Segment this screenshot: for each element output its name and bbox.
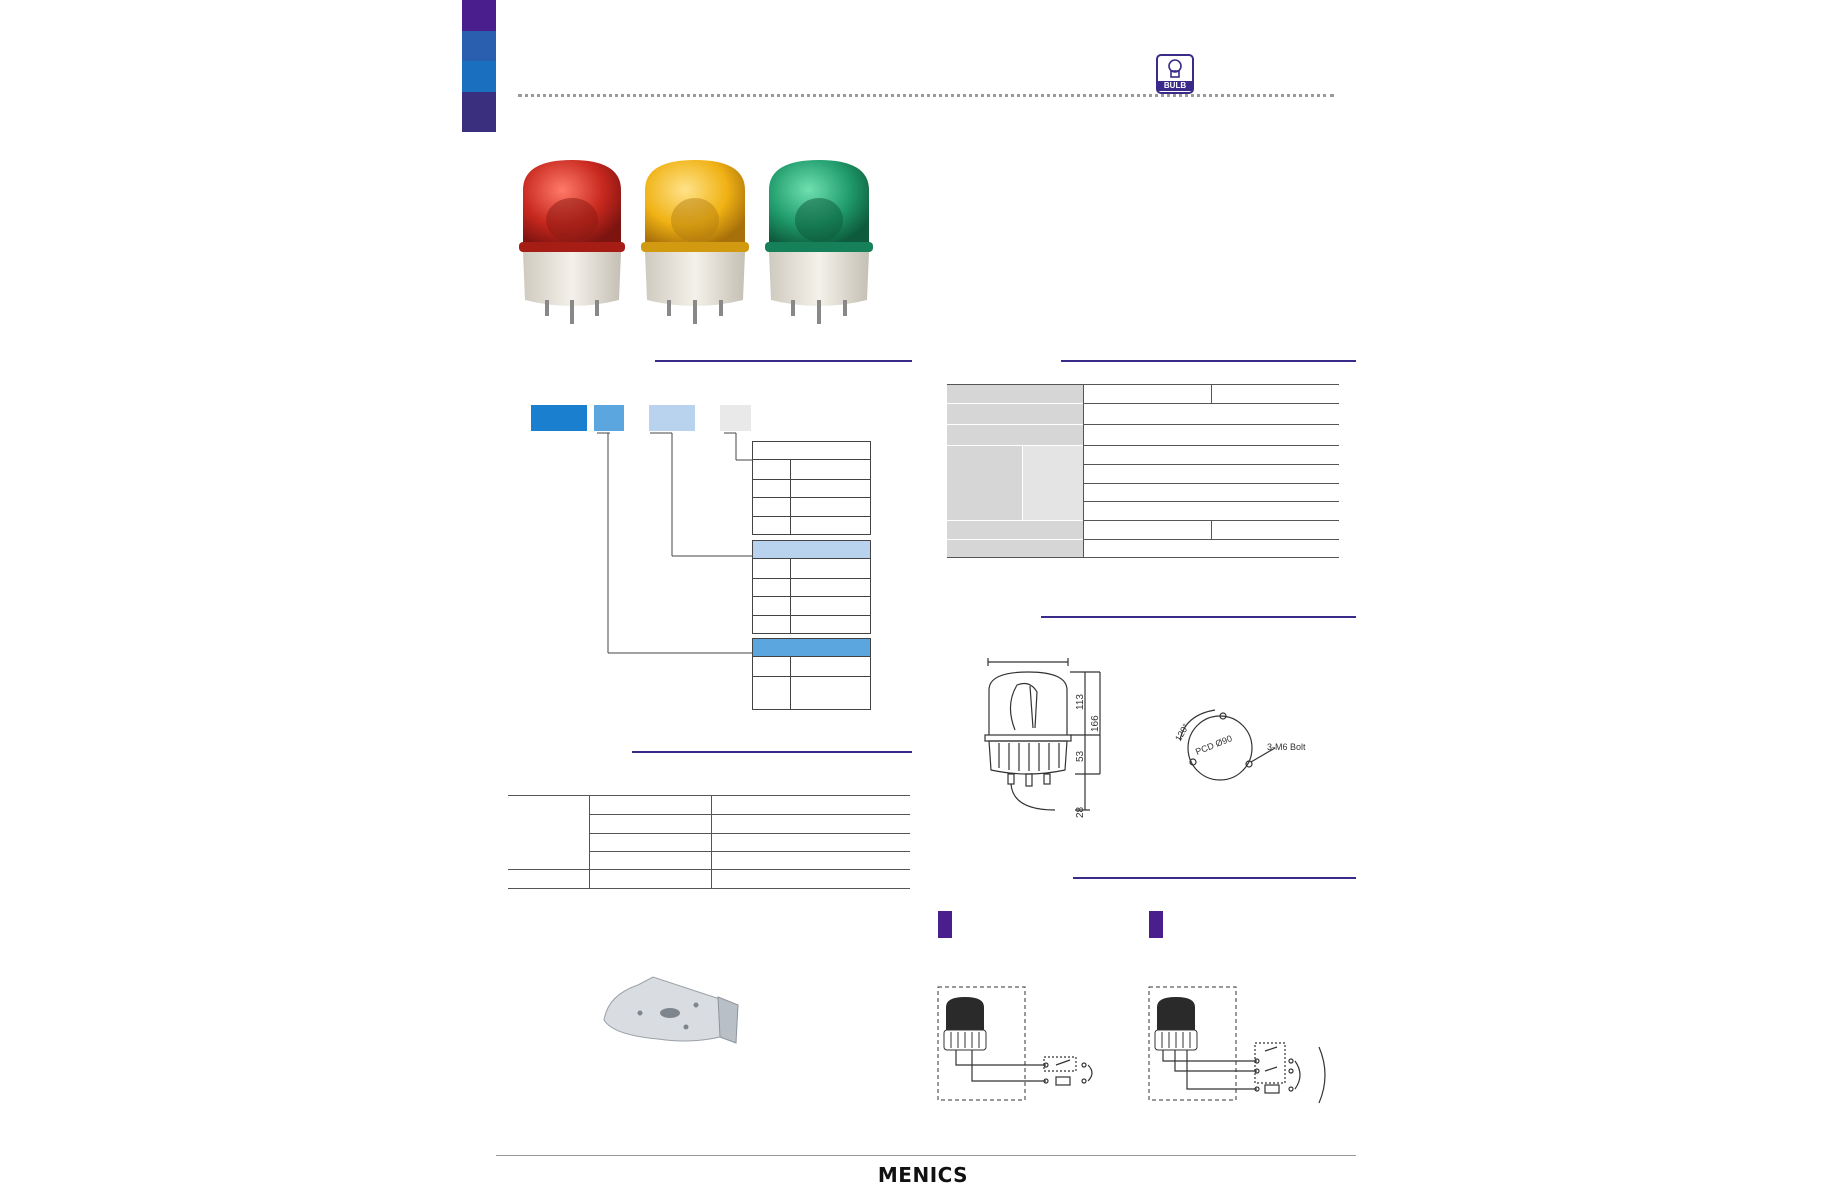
angle-label: 120° bbox=[1173, 721, 1192, 743]
ordering-section-rule bbox=[655, 360, 912, 362]
bolt-label: 3-M6 Bolt bbox=[1267, 742, 1306, 752]
lamp-table bbox=[508, 795, 910, 889]
wiring-marker-2 bbox=[1149, 911, 1163, 938]
lamp-section-rule bbox=[632, 751, 912, 753]
color-table bbox=[752, 540, 871, 634]
bulb-icon bbox=[1158, 58, 1192, 80]
red-lamp bbox=[519, 160, 625, 324]
wiring-diagram-1 bbox=[936, 985, 1106, 1105]
option-table bbox=[752, 441, 871, 535]
dimension-section-rule bbox=[1041, 616, 1356, 618]
wiring-diagram-2 bbox=[1147, 985, 1337, 1105]
pcd-label: PCD Ø90 bbox=[1194, 733, 1234, 757]
bulb-badge bbox=[1156, 54, 1194, 94]
dim-53: 53 bbox=[1075, 750, 1086, 762]
side-tab-1 bbox=[462, 0, 496, 31]
footer-brand: MENICS bbox=[877, 1163, 969, 1187]
side-tab-2 bbox=[462, 31, 496, 61]
voltage-table bbox=[752, 638, 871, 710]
dim-166: 166 bbox=[1090, 715, 1101, 732]
dim-28: 28 bbox=[1075, 806, 1086, 818]
bulb-badge-label: BULB bbox=[1158, 81, 1192, 91]
wiring-marker-1 bbox=[938, 911, 952, 938]
amber-lamp bbox=[641, 160, 749, 324]
footer-rule bbox=[496, 1155, 1356, 1156]
wiring-section-rule bbox=[1073, 877, 1356, 879]
spec-section-rule bbox=[1061, 360, 1356, 362]
header-dotted-rule bbox=[518, 94, 1334, 97]
spec-table bbox=[947, 384, 1339, 558]
side-tab-4 bbox=[462, 92, 496, 132]
product-photo bbox=[515, 150, 895, 340]
dim-113: 113 bbox=[1075, 694, 1086, 710]
side-tab-3 bbox=[462, 61, 496, 92]
bracket-photo bbox=[598, 975, 748, 1050]
dimension-drawing bbox=[975, 650, 1335, 830]
green-lamp bbox=[765, 160, 873, 324]
